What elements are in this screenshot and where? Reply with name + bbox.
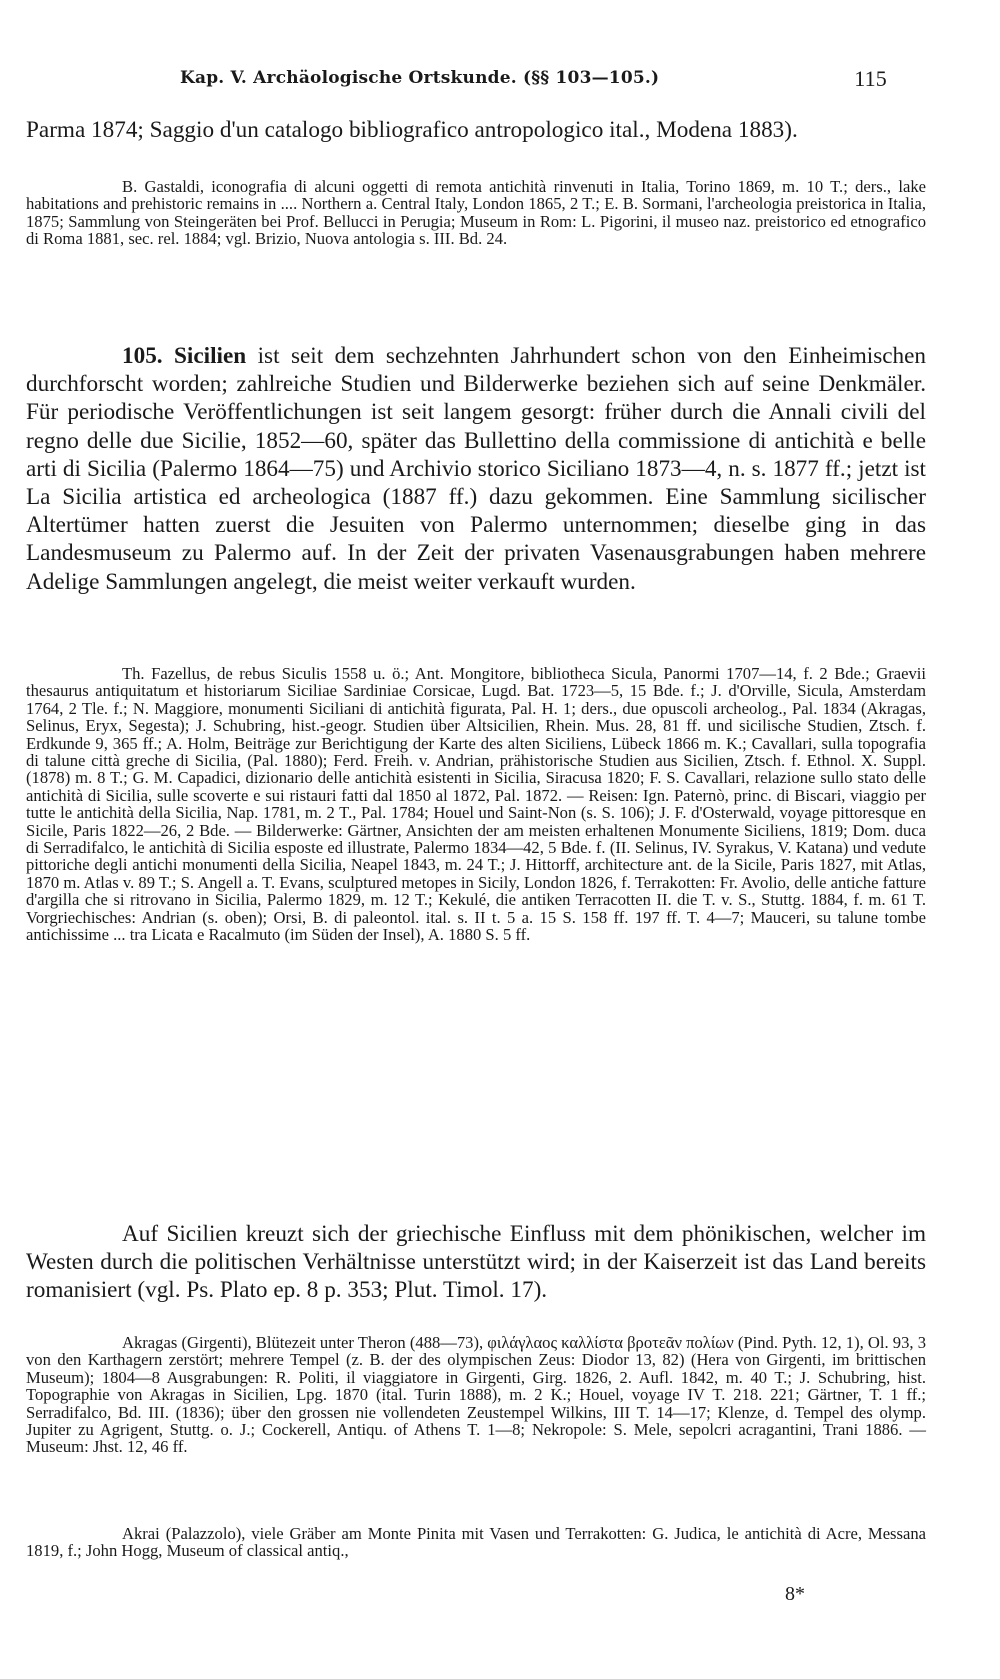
signature-mark: 8* (785, 1583, 805, 1605)
paragraph-parma: Parma 1874; Saggio d'un catalogo bibliografico antropologico ital., Modena 1883). (26, 117, 798, 143)
page-header (180, 66, 887, 96)
paragraph-influence: Auf Sicilien kreuzt sich der griechische Einfluss mit dem phönikischen, welcher im Westen durch die politischen Verhältnisse unterstützt wird; in der Kaiserzeit ist das Land bereits romanisiert (vgl. Ps. Plato ep. 8 p. 353; Plut. Timol. 17). (26, 1221, 926, 1304)
section-number: 105. (122, 343, 163, 369)
page-number: 115 (854, 66, 887, 91)
paragraph-sicilien (26, 342, 926, 596)
paragraph-bibliography-italy: B. Gastaldi, iconografia di alcuni oggetti di remota antichità rinvenuti in Italia, Torino 1869, m. 10 T.; ders., lake habitations and prehistoric remains in .... Northern a. Central Italy, London 1865, 2 T.; E. B. Sormani, l'archeologia preistorica in Italia, 1875; Sammlung von Steingeräten bei Prof. Bellucci in Perugia; Museum in Rom: L. Pigorini, il museo naz. preistorico ed etnografico di Roma 1881, sec. rel. 1884; vgl. Brizio, Nuova antologia s. III. Bd. 24. (26, 177, 926, 249)
paragraph-akragas: Akragas (Girgenti), Blütezeit unter Theron (488—73), φιλάγλαος καλλίστα βροτεᾶν πολίων (Pind. Pyth. 12, 1), Ol. 93, 3 von den Karthagern zerstört; mehrere Tempel (z. B. der des olympischen Zeus: Diodor 13, 82) (Hera von Girgenti, im brittischen Museum); 1804—8 Ausgrabungen: R. Politi, il viaggiatore in Girgenti, Girg. 1826, 2. Aufl. 1842, m. 40 T.; J. Schubring, hist. Topographie von Akragas in Sicilien, Lpg. 1870 (ital. Turin 1888), m. 2 K.; Houel, voyage IV T. 218. 221; Gärtner, T. 1 ff.; Serradifalco, Bd. III. (1836); über den grossen nie vollendeten Zeustempel Wilkins, III T. 14—17; Klenze, d. Tempel des olymp. Jupiter zu Agrigent, Stuttg. o. J.; Cockerell, Antiqu. of Athens T. 1—8; Nekropole: S. Mele, sepolcri acragantini, Trani 1886. — Museum: Jhst. 12, 46 ff. (26, 1333, 926, 1457)
section-heading: Sicilien (174, 343, 247, 369)
running-title: Kap. V. Archäologische Ortskunde. (§§ 103—105.) (180, 68, 660, 88)
paragraph-akrai: Akrai (Palazzolo), viele Gräber am Monte Pinita mit Vasen und Terrakotten: G. Judica, le antichità di Acre, Messana 1819, f.; John Hogg, Museum of classical antiq., (26, 1524, 926, 1561)
paragraph-bibliography-sicily: Th. Fazellus, de rebus Siculis 1558 u. ö.; Ant. Mongitore, bibliotheca Sicula, Panormi 1707—14, f. 2 Bde.; Graevii thesaurus antiquitatum et historiarum Siciliae Sardiniae Corsicae, Lugd. Bat. 1723—5, 15 Bde. f.; J. d'Orville, Sicula, Amsterdam 1764, 2 Tle. f.; N. Maggiore, monumenti Siciliani di antichità figurata, Pal. H. 1; ders., due opuscoli archeolog., Pal. 1834 (Akragas, Selinus, Eryx, Segesta); J. Schubring, hist.-geogr. Studien über Altsicilien, Rhein. Mus. 28, 81 ff. und sicilische Studien, Ztsch. f. Erdkunde 9, 365 ff.; A. Holm, Beiträge zur Berichtigung der Karte des alten Siciliens, Lübeck 1866 m. K.; Cavallari, sulla topografia di talune città greche di Sicilia, (Pal. 1880); Ferd. Freih. v. Andrian, prähistorische Studien aus Sicilien, Ztsch. f. Ethnol. X. Suppl. (1878) m. 8 T.; G. M. Capadici, dizionario delle antichità esistenti in Sicilia, Siracusa 1820; F. S. Cavallari, relazione sullo stato delle antichità di Sicilia, sulle scoverte e sui ristauri fatti dal 1850 al 1872, Pal. 1872. — Reisen: Ign. Paternò, princ. di Biscari, viaggio per tutte le antichità della Sicilia, Nap. 1781, m. 2 T., Pal. 1784; Houel und Saint-Non (s. S. 106); J. F. d'Osterwald, voyage pittoresque en Sicile, Paris 1822—26, 2 Bde. — Bilderwerke: Gärtner, Ansichten der am meisten erhaltenen Monumente Siciliens, 1819; Dom. duca di Serradifalco, le antichità di Sicilia esposte ed illustrate, Palermo 1834—42, 5 Bde. f. (II. Selinus, IV. Syrakus, V. Katana) und vedute pittoriche degli antichi monumenti della Sicilia, Neapel 1843, m. 24 T.; J. Hittorff, architecture ant. de la Sicile, Paris 1827, mit Atlas, 1870 m. Atlas v. 89 T.; S. Angell a. T. Evans, sculptured metopes in Sicily, London 1826, f. Terrakotten: Fr. Avolio, delle antiche fatture d'argilla che si ritrovano in Sicilia, Palermo 1829, m. 12 T.; Kekulé, die antiken Terracotten II. die T. v. S., Stuttg. 1884, f. m. 61 T. Vorgriechisches: Andrian (s. oben); Orsi, B. di paleontol. ital. s. II t. 5 a. 15 S. 158 ff. 197 ff. T. 4—7; Mauceri, su talune tombe antichissime ... tra Licata e Racalmuto (im Süden der Insel), A. 1880 S. 5 ff. (26, 664, 926, 945)
section-text: ist seit dem sechzehnten Jahrhundert schon von den Einheimischen durchforscht worden; zahlreiche Studien und Bilderwerke beziehen sich auf seine Denkmäler. Für periodische Veröffentlichungen ist seit langem gesorgt: früher durch die Annali civili del regno delle due Sicilie, 1852—60, später das Bullettino della commissione di antichità e belle arti di Sicilia (Palermo 1864—75) und Archivio storico Siciliano 1873—4, n. s. 1877 ff.; jetzt ist La Sicilia artistica ed archeologica (1887 ff.) dazu gekommen. Eine Sammlung sicilischer Altertümer hatten zuerst die Jesuiten von Palermo unternommen; dieselbe ging in das Landesmuseum zu Palermo auf. In der Zeit der privaten Vasenausgrabungen haben mehrere Adelige Sammlungen angelegt, die meist weiter verkauft wurden. (26, 343, 927, 595)
